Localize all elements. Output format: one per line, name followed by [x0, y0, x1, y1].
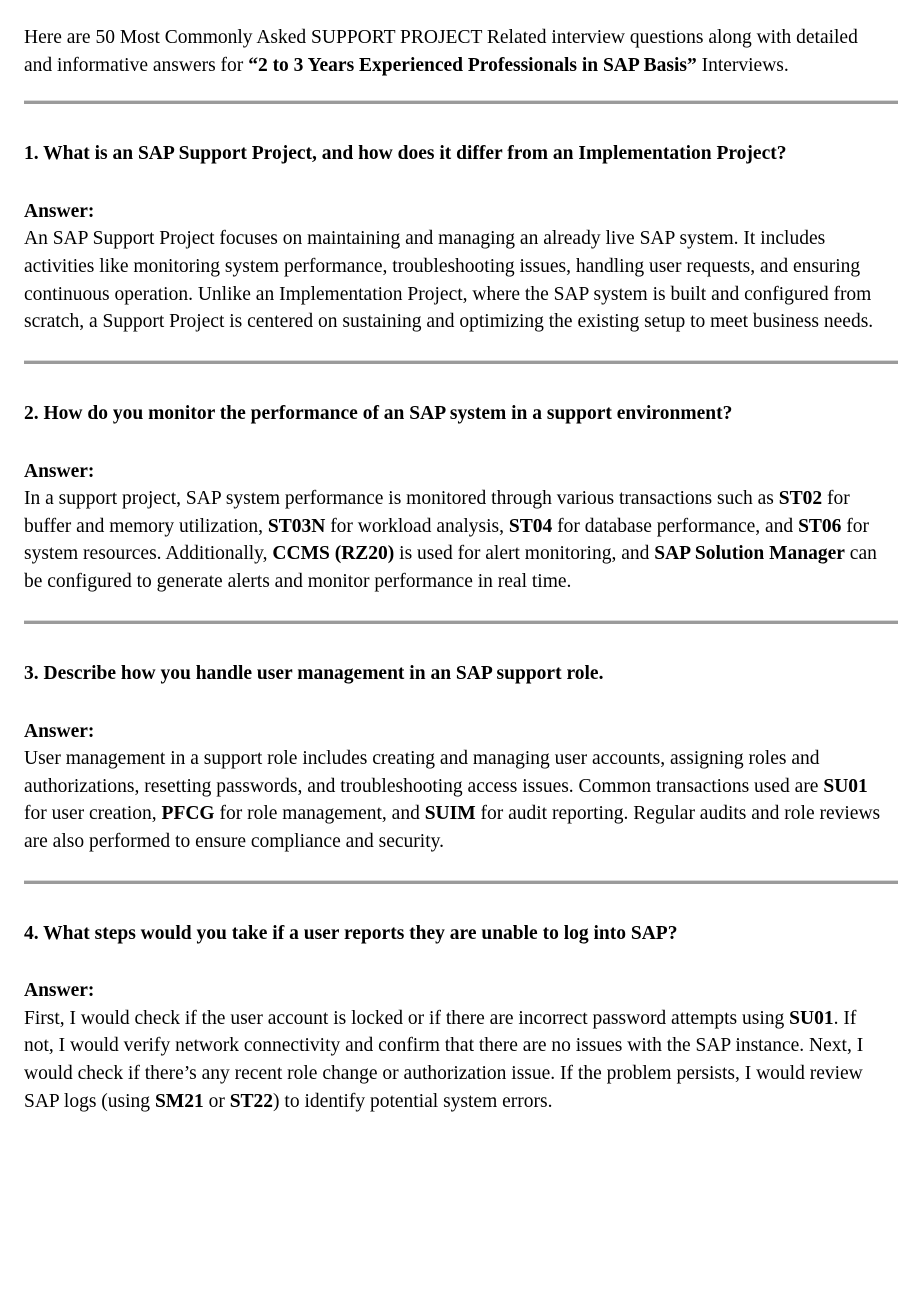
question-heading-2: 2. How do you monitor the performance of an SAP system in a support environment? [24, 403, 733, 425]
answer-text: for user creation, [24, 803, 162, 825]
answer-text: for buffer and memory utilization, [24, 488, 850, 537]
answer-text: User management in a support role includes creating and managing user accounts, assigning roles and authorizations, resetting passwords, and troubleshooting access issues. Common transactions used are [24, 747, 824, 797]
answer-text: . If not, I would verify network connectivity and confirm that there are no issues with the SAP instance. Next, I would check if there’s any recent role change or authorization issue. If the problem persists, I would review SAP logs (using [24, 1007, 864, 1112]
spacer [24, 947, 885, 977]
answer-label-4: Answer: [24, 980, 95, 1002]
qa-block-2 [24, 400, 885, 596]
answer-label-3: Answer: [24, 720, 95, 742]
answer-body-4 [24, 1005, 885, 1116]
question-heading-1: 1. What is an SAP Support Project, and how does it differ from an Implementation Project? [24, 143, 787, 165]
emphasis-term: SU01 [823, 775, 868, 797]
spacer [24, 104, 885, 140]
emphasis-term: SM21 [154, 1090, 204, 1112]
emphasis-term: SUIM [424, 803, 476, 825]
emphasis-term: ST04 [508, 515, 553, 537]
spacer [24, 856, 885, 880]
emphasis-term: PFCG [161, 803, 215, 825]
answer-body-2 [24, 485, 885, 596]
spacer [24, 624, 885, 660]
qa-block-3 [24, 660, 885, 856]
emphasis-term: SU01 [789, 1007, 834, 1029]
intro-quoted-bold: “2 to 3 Years Experienced Professionals in SAP Basis” [248, 54, 697, 76]
answer-text: First, I would check if the user account is locked or if there are incorrect password attempts using [24, 1007, 790, 1029]
intro-text-part-1: Here are 50 Most Commonly Asked SUPPORT PROJECT Related interview questions along with detailed and informative answers for [24, 27, 858, 76]
spacer [24, 79, 885, 100]
qa-block-4 [24, 920, 885, 1116]
intro-text-part-2: Interviews. [696, 54, 789, 76]
answer-label-1: Answer: [24, 201, 95, 223]
spacer [24, 364, 885, 400]
spacer [24, 688, 885, 718]
qa-block-1 [24, 140, 885, 336]
answer-body-1 [24, 225, 885, 336]
answer-text: In a support project, SAP system performance is monitored through various transactions such as [24, 488, 779, 510]
spacer [24, 884, 885, 920]
answer-text: An SAP Support Project focuses on maintaining and managing an already live SAP system. It includes activities like monitoring system performance, troubleshooting issues, handling user requests, and ensuring continuous operation. Unlike an Implementation Project, where the SAP system is built and configured from scratch, a Support Project is centered on sustaining and optimizing the existing setup to meet business needs. [24, 228, 874, 333]
answer-text: or [203, 1090, 230, 1112]
emphasis-term: CCMS (RZ20) [272, 543, 395, 565]
intro-paragraph [24, 24, 885, 79]
answer-text: for database performance, and [552, 515, 799, 537]
emphasis-term: ST22 [229, 1090, 274, 1112]
answer-text: for audit reporting. Regular audits and role reviews are also performed to ensure compliance and security. [24, 803, 881, 852]
answer-label-2: Answer: [24, 460, 95, 482]
answer-body-3 [24, 745, 885, 856]
emphasis-term: ST03N [267, 515, 326, 537]
emphasis-term: ST02 [778, 488, 823, 510]
question-heading-3: 3. Describe how you handle user management in an SAP support role. [24, 662, 604, 684]
answer-text: for role management, and [214, 803, 425, 825]
answer-text: is used for alert monitoring, and [394, 543, 655, 565]
question-heading-4: 4. What steps would you take if a user reports they are unable to log into SAP? [24, 922, 678, 944]
spacer [24, 336, 885, 360]
answer-text: can be configured to generate alerts and monitor performance in real time. [24, 543, 877, 593]
emphasis-term: SAP Solution Manager [654, 543, 845, 565]
answer-text: ) to identify potential system errors. [273, 1090, 553, 1112]
answer-text: for workload analysis, [325, 515, 509, 537]
spacer [24, 596, 885, 620]
emphasis-term: ST06 [798, 515, 842, 537]
spacer [24, 428, 885, 458]
answer-text: for system resources. Additionally, [24, 515, 870, 565]
spacer [24, 168, 885, 198]
